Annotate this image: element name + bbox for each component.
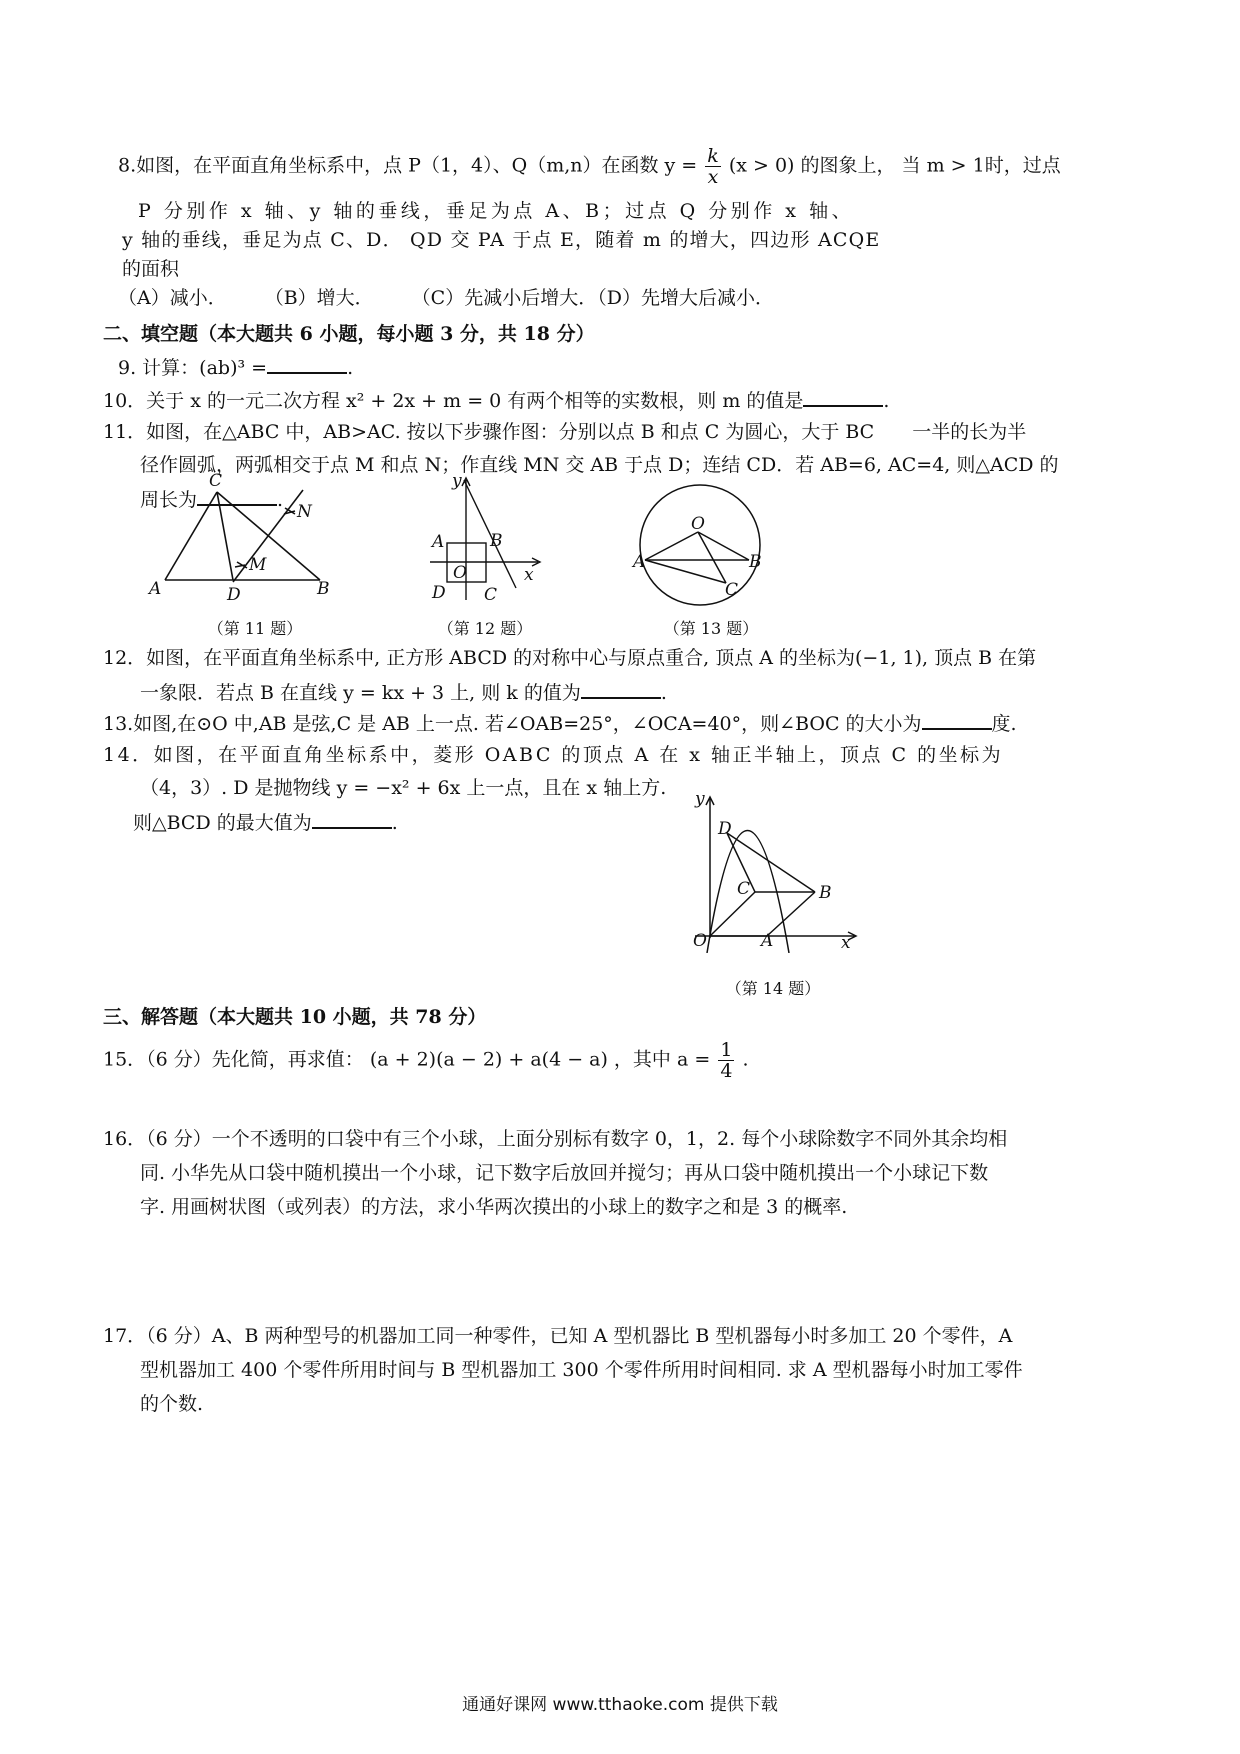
fraction-one-quarter: $\frac{1}{4}$ (720, 1039, 733, 1082)
figure-11-label-N: N (297, 502, 312, 522)
figure-11-label-M: M (249, 555, 267, 575)
question-16-line-1: 16．（6 分）一个不透明的口袋中有三个小球，上面分别标有数字 0，1，2. 每个小球除数字不同外其余均相 (103, 1128, 1008, 1150)
figure-11-caption: （第 11 题） (207, 619, 303, 638)
question-8 (118, 146, 1128, 313)
question-8-line-3: y 轴的垂线，垂足为点 C、D． QD 交 PA 于点 E，随着 m 的增大，四边形 ACQE (122, 229, 881, 251)
figure-14-label-A: A (761, 931, 774, 951)
figure-11 (145, 470, 355, 605)
question-12-line-1: 12．如图，在平面直角坐标系中, 正方形 ABCD 的对称中心与原点重合, 顶点 A 的坐标为(−1, 1), 顶点 B 在第 (103, 647, 1037, 669)
figure-13-label-B: B (749, 552, 762, 572)
figure-13-label-O: O (691, 514, 705, 534)
question-14-line-1: 14．如图，在平面直角坐标系中，菱形 OABC 的顶点 A 在 x 轴正半轴上，顶点 C 的坐标为 (103, 744, 1004, 766)
question-16-line-2: 同. 小华先从口袋中随机摸出一个小球，记下数字后放回并搅匀；再从口袋中随机摸出一个小球记下数 (140, 1162, 989, 1184)
figure-13-label-C: C (725, 580, 739, 600)
footer-download-note: 通通好课网 www.tthaoke.com 提供下载 (462, 1695, 778, 1715)
figure-12 (420, 470, 550, 610)
figure-11-label-B: B (317, 579, 330, 599)
figure-13 (625, 475, 775, 615)
question-17 (103, 1322, 1133, 1419)
answer-blank (312, 807, 392, 829)
question-11-line-3: 周长为 . (103, 484, 1133, 515)
section-2-title: 二、填空题（本大题共 6 小题，每小题 3 分，共 18 分） (103, 323, 595, 345)
figure-14-label-x: x (841, 933, 851, 953)
question-12 (103, 644, 1133, 708)
answer-blank (581, 677, 661, 699)
question-11-line-1: 11．如图，在△ABC 中，AB>AC. 按以下步骤作图：分别以点 B 和点 C 为圆心，大于 BC 一半的长为半 (103, 421, 1027, 443)
question-11-line-2: 径作圆弧，两弧相交于点 M 和点 N；作直线 MN 交 AB 于点 D；连结 CD．若 AB=6, AC=4, 则△ACD 的 (140, 454, 1059, 476)
question-14-line-3: 则△BCD 的最大值为 . (103, 807, 1133, 838)
figure-11-label-D: D (227, 585, 241, 605)
figure-12-caption: （第 12 题） (437, 619, 533, 638)
question-8-options: （A）减小． （B）增大． （C）先减小后增大．（D）先增大后减小． (118, 287, 774, 309)
figure-12-label-A: A (432, 532, 445, 552)
answer-blank (922, 708, 992, 730)
figure-14-label-C: C (737, 879, 751, 899)
question-9: 9. 计算：(ab)³ = . (118, 352, 353, 383)
figure-13-label-A: A (633, 552, 646, 572)
figure-14-label-y: y (695, 789, 705, 809)
question-17-line-2: 型机器加工 400 个零件所用时间与 B 型机器加工 300 个零件所用时间相同. 求 A 型机器每小时加工零件 (140, 1359, 1023, 1381)
figure-14-caption: （第 14 题） (725, 979, 821, 998)
question-15: 15．（6 分）先化简，再求值： (a + 2)(a − 2) + a(4 − a) ，其中 a = $\frac{1}{4}$ . (103, 1039, 749, 1082)
figure-12-label-B: B (490, 531, 503, 551)
figure-12-label-C: C (484, 585, 498, 605)
figure-14 (685, 788, 865, 953)
figure-12-label-D: D (432, 583, 446, 603)
figure-14-label-D: D (718, 819, 732, 839)
question-13: 13.如图,在⊙O 中,AB 是弦,C 是 AB 上一点. 若∠OAB=25°，∠OCA=40°，则∠BOC 的大小为 度. (103, 708, 1017, 739)
question-14 (103, 741, 1133, 838)
figure-11-label-C: C (209, 471, 223, 491)
answer-blank (267, 352, 347, 374)
figure-11-label-A: A (149, 579, 162, 599)
fraction-k-over-x: $\frac{k}{x}$ (707, 145, 719, 188)
question-10: 10．关于 x 的一元二次方程 x² + 2x + m = 0 有两个相等的实数根，则 m 的值是 . (103, 385, 889, 416)
question-17-line-1: 17．（6 分）A、B 两种型号的机器加工同一种零件，已知 A 型机器比 B 型机器每小时多加工 20 个零件，A (103, 1325, 1013, 1347)
question-16-line-3: 字. 用画树状图（或列表）的方法，求小华两次摸出的小球上的数字之和是 3 的概率. (140, 1196, 848, 1218)
section-3-title: 三、解答题（本大题共 10 小题，共 78 分） (103, 1006, 487, 1028)
figure-12-label-x: x (524, 565, 534, 585)
question-16 (103, 1125, 1133, 1222)
figure-13-caption: （第 13 题） (663, 619, 759, 638)
figure-12-label-O: O (453, 563, 467, 583)
figure-14-label-O: O (693, 931, 707, 951)
question-8-line-1: 8.如图，在平面直角坐标系中，点 P（1，4）、Q（m,n）在函数 y = $\frac{k}{x}$ (x > 0) 的图象上， 当 m > 1时，过点 (118, 145, 1061, 188)
answer-blank (803, 385, 883, 407)
question-8-line-4: 的面积 (122, 258, 180, 280)
figure-14-label-B: B (819, 883, 832, 903)
question-14-line-2: （4，3）. D 是抛物线 y = −x² + 6x 上一点，且在 x 轴上方. (140, 777, 667, 799)
question-8-line-2: P 分别作 x 轴、y 轴的垂线，垂足为点 A、B；过点 Q 分别作 x 轴、 (138, 200, 855, 222)
figure-12-label-y: y (452, 471, 462, 491)
question-12-line-2: 一象限．若点 B 在直线 y = kx + 3 上, 则 k 的值为 . (103, 677, 1133, 708)
question-17-line-3: 的个数. (140, 1393, 204, 1415)
